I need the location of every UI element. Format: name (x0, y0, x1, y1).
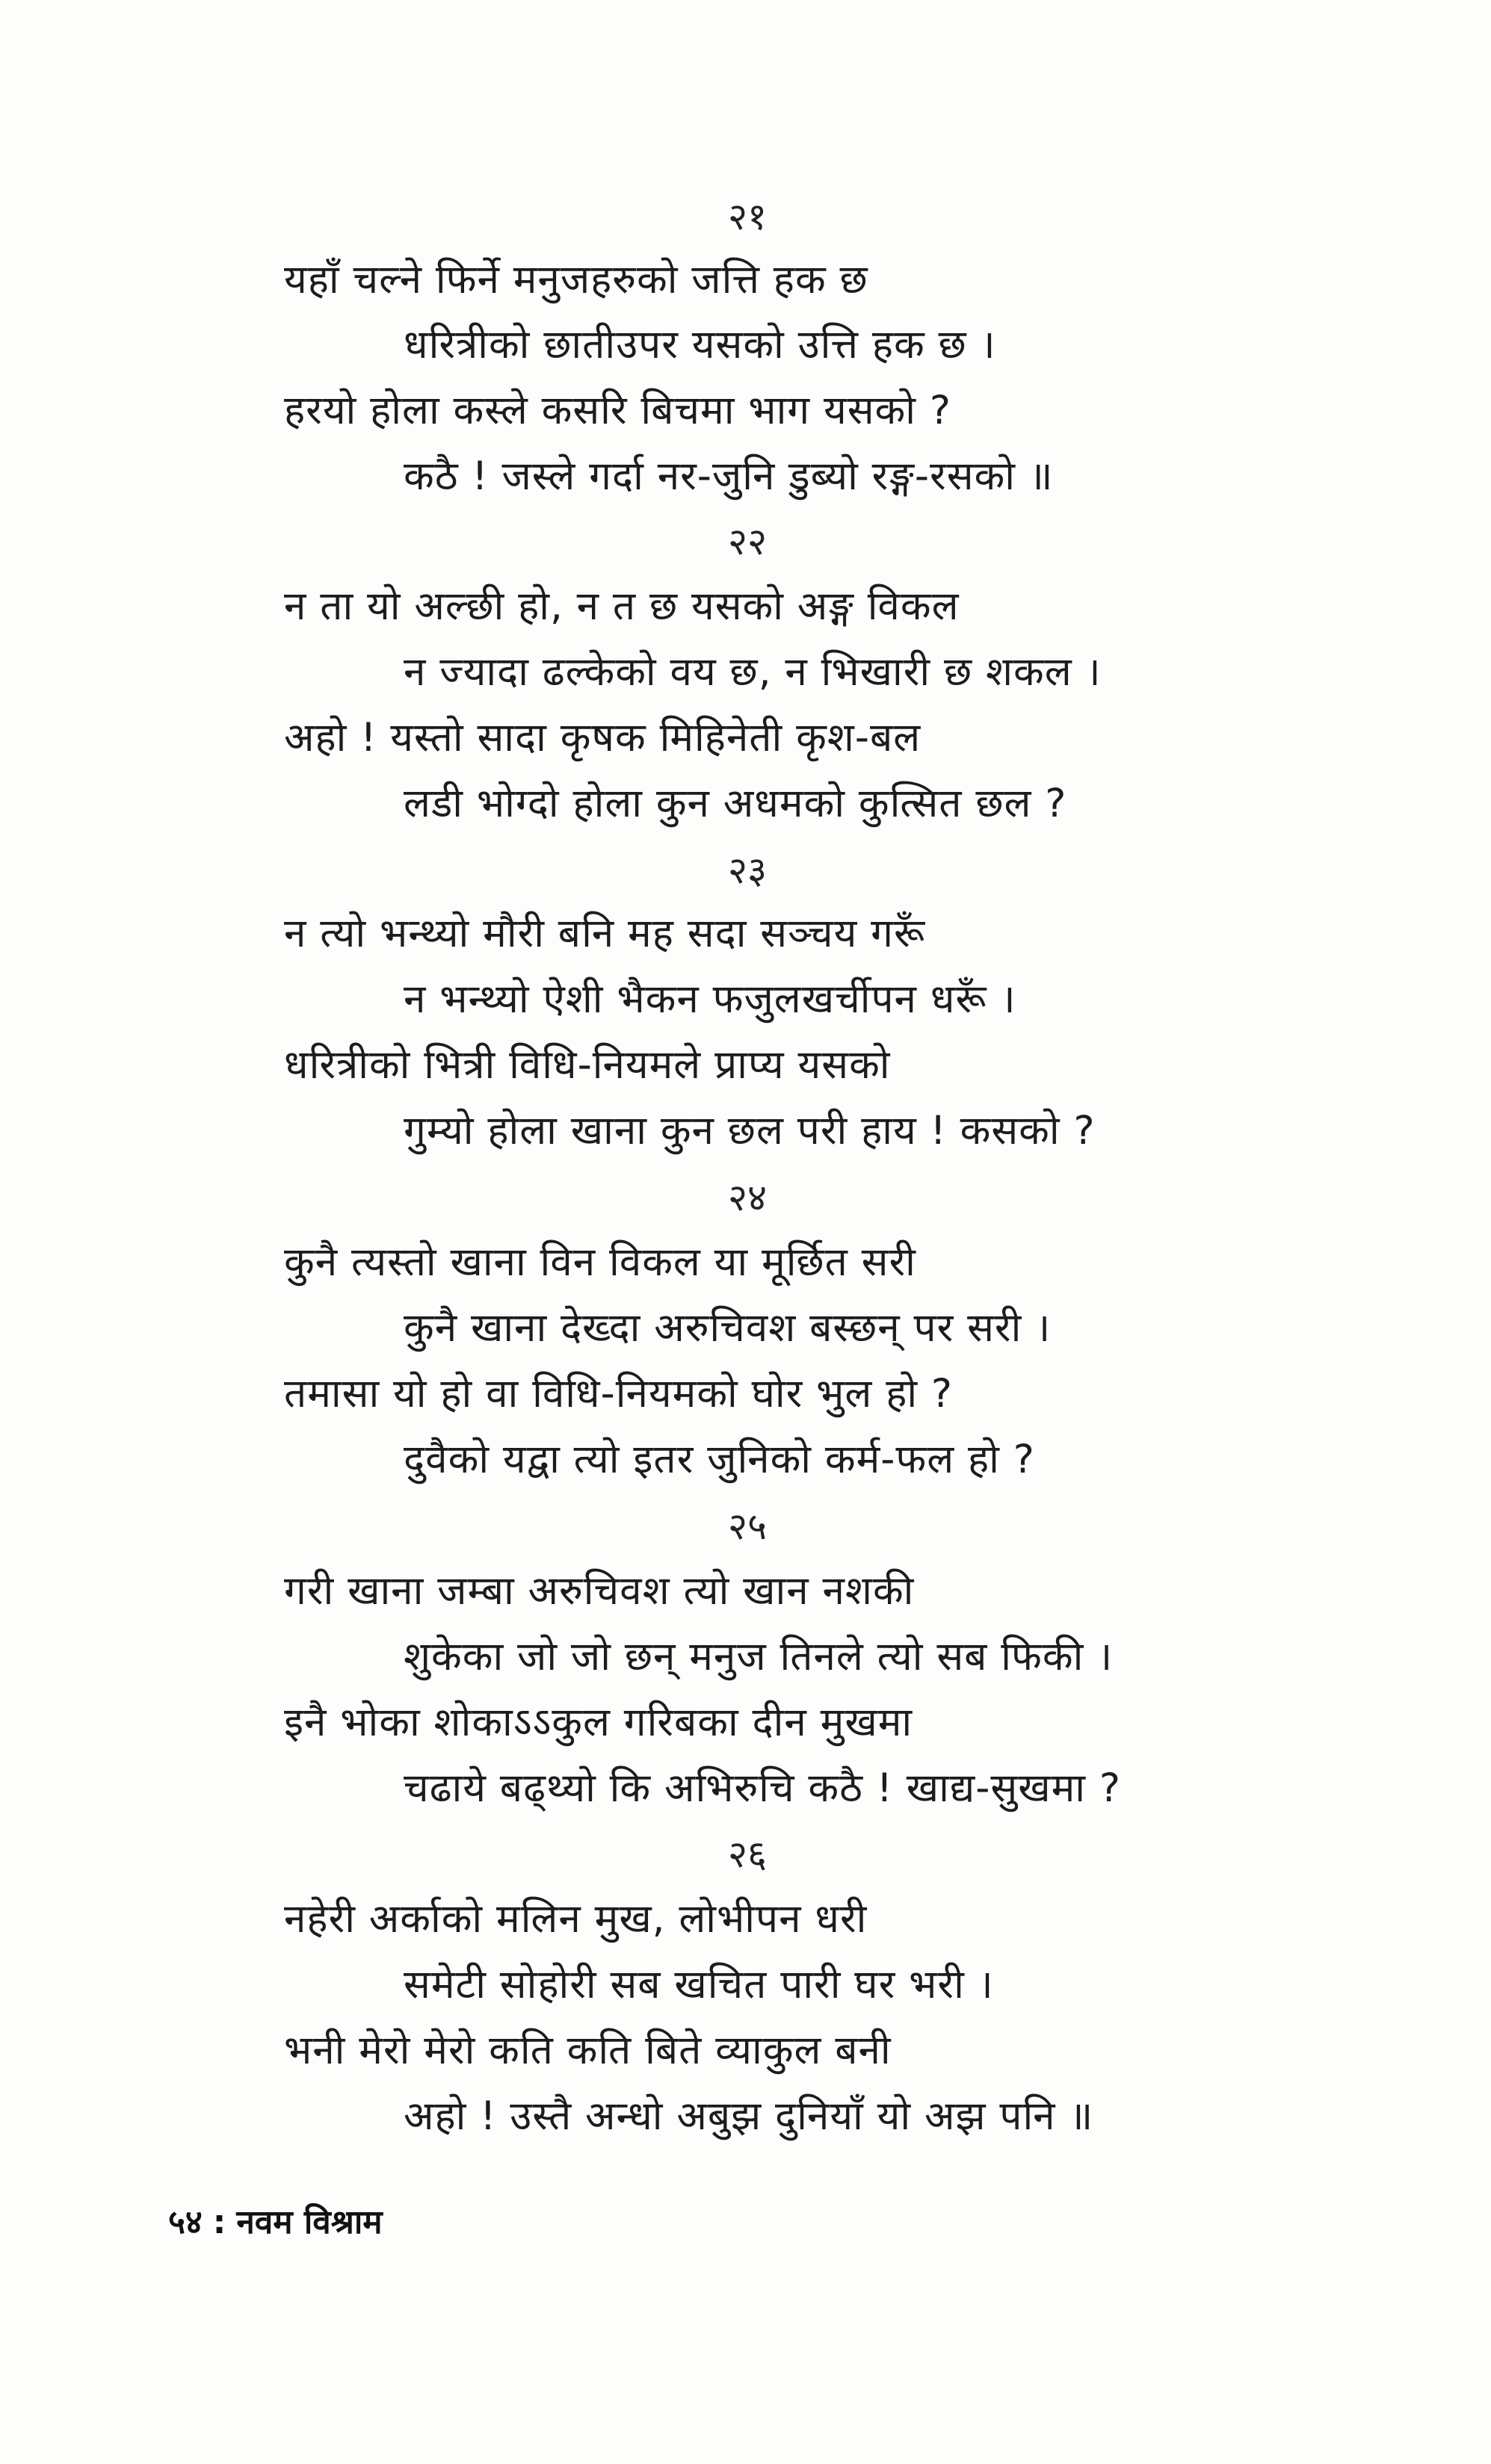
verse-line: न ता यो अल्छी हो, न त छ यसको अङ्ग विकल (284, 584, 960, 629)
verse-line: न ज्यादा ढल्केको वय छ, न भिखारी छ शकल । (404, 649, 1102, 695)
verse-line: तमासा यो हो वा विधि-नियमको घोर भुल हो ? (284, 1371, 954, 1417)
stanza-number: २३ (728, 849, 767, 892)
verse-line: शुकेका जो जो छन् मनुज तिनले त्यो सब फिकी । (404, 1634, 1114, 1680)
verse-line: चढाये बढ्थ्यो कि अभिरुचि कठै ! खाद्य-सुखमा ? (404, 1765, 1121, 1811)
verse-line: इनै भोका शोकाऽऽकुल गरिबका दीन मुखमा (284, 1700, 913, 1745)
verse-line: दुवैको यद्वा त्यो इतर जुनिको कर्म-फल हो ? (404, 1437, 1035, 1482)
stanza-number: २२ (728, 520, 767, 563)
verse-line: गरी खाना जम्बा अरुचिवश त्यो खान नशकी (284, 1568, 915, 1614)
stanza-number: २६ (728, 1833, 767, 1876)
verse-line: न भन्थ्यो ऐशी भैकन फजुलखर्चीपन धरूँ । (404, 976, 1016, 1022)
verse-line: कठै ! जस्ले गर्दा नर-जुनि डुब्यो रङ्ग-रसको ॥ (404, 454, 1054, 499)
verse-line: धरित्रीको भित्री विधि-नियमले प्राप्य यसको (284, 1042, 891, 1088)
verse-line: हरयो होला कस्ले कसरि बिचमा भाग यसको ? (284, 388, 951, 433)
stanza-number: २५ (728, 1505, 767, 1548)
verse-line: गुम्यो होला खाना कुन छल परी हाय ! कसको ? (404, 1108, 1096, 1154)
verse-line: कुनै त्यस्तो खाना विन विकल या मूर्छित सरी (284, 1239, 916, 1285)
verse-line: लडी भोग्दो होला कुन अधमको कुत्सित छल ? (404, 781, 1067, 826)
stanza-number: २१ (728, 195, 767, 238)
verse-line: यहाँ चल्ने फिर्ने मनुजहरुको जत्ति हक छ (284, 257, 868, 303)
verse-line: धरित्रीको छातीउपर यसको उत्ति हक छ । (404, 322, 996, 368)
verse-line: समेटी सोहोरी सब खचित पारी घर भरी । (404, 1962, 994, 2008)
verse-line: नहेरी अर्काको मलिन मुख, लोभीपन धरी (284, 1896, 868, 1942)
footer-separator: : (212, 2203, 226, 2241)
verse-line: भनी मेरो मेरो कति कति बिते व्याकुल बनी (284, 2028, 892, 2073)
verse-line: अहो ! उस्तै अन्धो अबुझ दुनियाँ यो अझ पनि ॥ (404, 2093, 1094, 2139)
page-number: ५४ (168, 2203, 203, 2241)
page-footer (168, 2200, 383, 2245)
verse-line: न त्यो भन्थ्यो मौरी बनि मह सदा सञ्चय गरूँ (284, 911, 926, 956)
section-title: नवम विश्राम (236, 2203, 383, 2241)
stanza-number: २४ (728, 1176, 767, 1219)
verse-line: कुनै खाना देख्दा अरुचिवश बस्छन् पर सरी । (404, 1305, 1052, 1351)
verse-line: अहो ! यस्तो सादा कृषक मिहिनेती कृश-बल (284, 715, 922, 761)
